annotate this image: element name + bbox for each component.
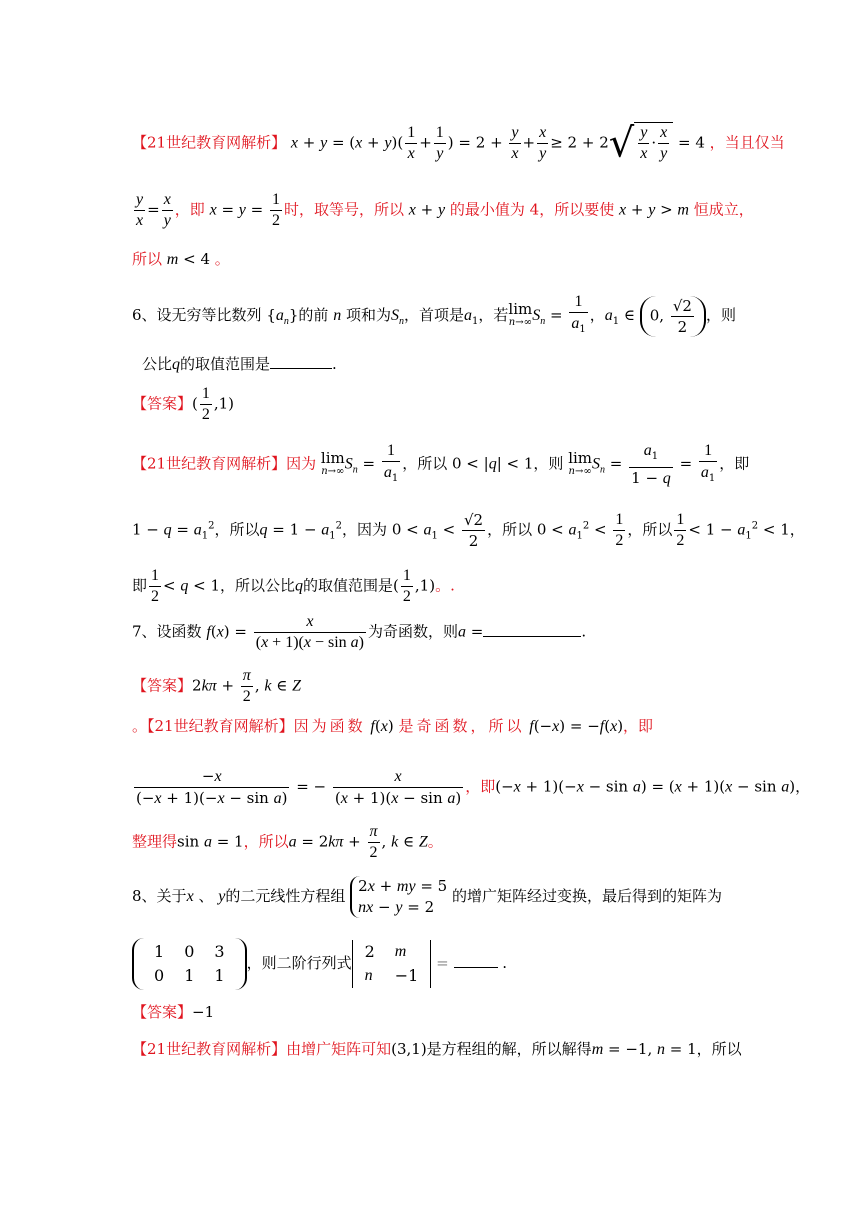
q8-answer: −1 (192, 1003, 215, 1021)
q7-answer-line: 【答案】2kπ + $\frac{\pi}{2}$ , k ∈ Z (132, 667, 302, 705)
q5-analysis-line3: 所以 m < 4 。 (132, 250, 230, 268)
q6-number: 6、 (132, 306, 157, 324)
q8-answer-line: 【答案】−1 (132, 1003, 215, 1021)
q7-analysis-line2: $\frac{-x}{\text{(−x + 1)(−x − sin a)}}$ = − $\frac{x}{\text{(x + 1)(x − sin a)}}$ ，即(−x + 1)(−x − sin a) = (x + 1)(x − sin a)， (136, 767, 811, 807)
q6-analysis-line2: $1 - q = a_1^2$，所以$q = 1 - a_1^2$，因为 $0 < a_1$ < $\frac{√2}{2}$ ，所以 $0 < a_1^2$ < $\frac{1}{2}$ ，所以 $\frac{1}{2}$ < $1 - a_1^2 < 1$， (132, 511, 805, 550)
q8-stem-line2: 1 0 3 0 1 1 ，则二阶行列式 2 m n −1 = . (132, 938, 732, 990)
answer-label: 【答案】 (132, 394, 193, 413)
q8-number: 8、 (132, 887, 157, 905)
q7-analysis-line3: 整理得sin a = 1，所以a = 2kπ + $\frac{\pi}{2}$ , k ∈ Z。 (132, 823, 443, 861)
determinant: 2 m n −1 (352, 940, 432, 988)
q6-stem-line1: 6、设无穷等比数列 $\{a_n\}$的前 n 项和为$S_n$，首项是$a_1$，若lim n→∞ $S_n$ = $\frac{1}{a_1}$ ，$a_1$ ∈ 0, $\frac{√2}{2}$ ，则 (132, 293, 736, 336)
q6-answer-blank (270, 352, 332, 369)
q6-analysis-line3: 即 $\frac{1}{2}$ < q < 1，所以公比q的取值范围是( $\frac{1}{2}$ ,1)。. (132, 567, 455, 605)
q5-analysis-line2: $\frac{y}{x}$ = $\frac{x}{y}$ ，即 x = y = $\frac{1}{2}$ 时，取等号，所以 x + y 的最小值为 4，所以要使 x + y > m 恒成立， (136, 191, 754, 229)
q5-analysis-tail: ，当且仅当 (709, 133, 785, 152)
q7-answer-blank (483, 620, 581, 637)
q6-answer-line: 【答案】( $\frac{1}{2}$ ,1) (132, 385, 235, 423)
q8-stem-line1: 8、关于x 、 y的二元线性方程组 2x + my = 5 nx − y = 2 的增广矩阵经过变换，最后得到的矩阵为 (132, 877, 723, 916)
q5-analysis-line1: 【21世纪教育网解析】 x + y = (x + y)( $\frac{1}{x}$ + $\frac{1}{y}$ ) = 2 + $\frac{y}{x}$ + $\frac{x}{y}$ ≥ 2 + 2√ $\frac{y}{x}$ · $\frac{x}{y}$ = 4 ，当且仅当 (132, 120, 785, 167)
q7-number: 7、 (132, 622, 157, 641)
analysis-label: 【21世纪教育网解析】 (132, 133, 287, 152)
q6-analysis-line1: 【21世纪教育网解析】因为 lim n→∞ $S_n$ = $\frac{1}{a_1}$ ，所以 0 < |q| < 1，则 lim n→∞ $S_n$ = $\frac{a_1}{1 - q}$ = $\frac{1}{a_1}$ ，即 (132, 441, 750, 487)
augmented-matrix: 1 0 3 0 1 1 (132, 938, 247, 990)
q8-answer-blank (454, 951, 498, 968)
q8-analysis-line1: 【21世纪教育网解析】由增广矩阵可知(3,1)是方程组的解，所以解得m = −1, n = 1，所以 (132, 1040, 742, 1058)
q6-stem-line2: 公比q的取值范围是 . (142, 352, 732, 377)
q7-analysis-line1: 。【21世纪教育网解析】因为函数 f(x) 是奇函数，所以 f(−x) = −f(x)，即 (132, 717, 654, 735)
q7-stem: 7、设函数 f(x) = $\frac{x}{\text{(x + 1)(x − sin a)}}$ 为奇函数，则a = . (132, 613, 587, 651)
